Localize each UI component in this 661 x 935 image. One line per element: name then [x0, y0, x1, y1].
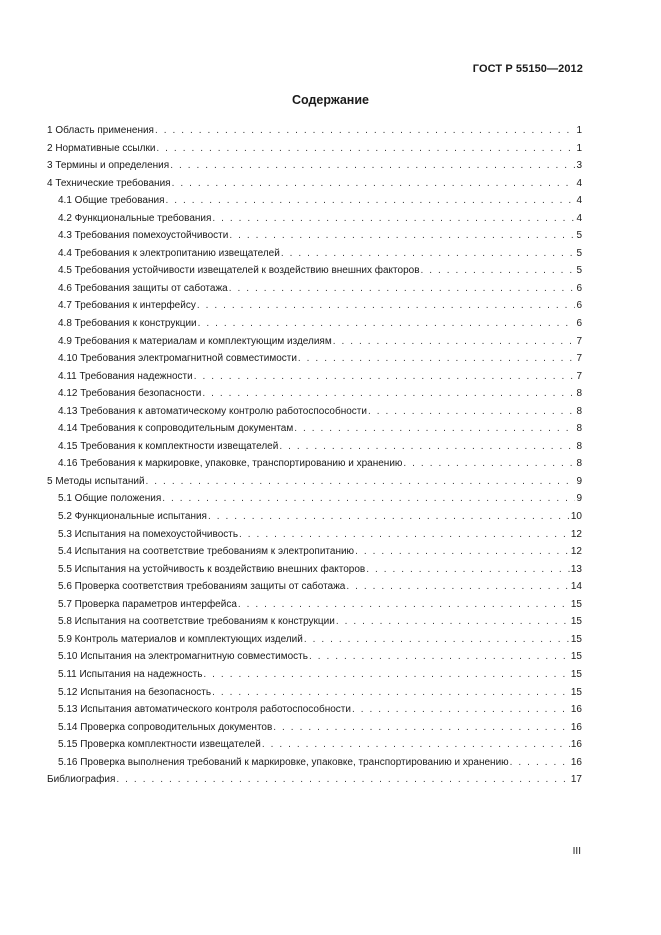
- toc-entry[interactable]: [47, 195, 582, 213]
- toc-leader-dots: [208, 511, 570, 522]
- toc-entry-page: 8: [576, 388, 582, 400]
- toc-entry[interactable]: [47, 722, 582, 740]
- toc-entry[interactable]: [47, 476, 582, 494]
- toc-leader-dots: [309, 651, 570, 662]
- toc-entry[interactable]: [47, 687, 582, 705]
- toc-entry[interactable]: [47, 599, 582, 617]
- toc-entry-label: 4.10 Требования электромагнитной совместимости: [58, 353, 297, 365]
- toc-leader-dots: [194, 371, 576, 382]
- toc-leader-dots: [279, 441, 575, 452]
- toc-leader-dots: [273, 722, 570, 733]
- toc-entry-page: 16: [570, 756, 582, 768]
- toc-leader-dots: [229, 230, 575, 241]
- toc-leader-dots: [166, 195, 576, 206]
- toc-entry[interactable]: [47, 388, 582, 406]
- toc-entry-page: 5: [576, 247, 582, 259]
- toc-entry-page: 13: [570, 563, 582, 575]
- toc-entry[interactable]: [47, 283, 582, 301]
- toc-entry-label: 3 Термины и определения: [47, 160, 170, 172]
- toc-entry[interactable]: [47, 248, 582, 266]
- toc-entry-page: 1: [576, 125, 582, 136]
- toc-entry-label: 4.13 Требования к автоматическому контролю работоспособности: [58, 405, 367, 417]
- toc-entry[interactable]: [47, 529, 582, 547]
- toc-entry[interactable]: [47, 318, 582, 336]
- toc-entry-label: 5.5 Испытания на устойчивость к воздействию внешних факторов: [58, 563, 366, 575]
- toc-title: Содержание: [291, 93, 369, 107]
- toc-entry-page: 4: [576, 177, 582, 189]
- toc-leader-dots: [510, 757, 570, 768]
- toc-leader-dots: [281, 248, 576, 259]
- toc-entry-label: Библиография: [47, 774, 116, 786]
- toc-entry-label: 5.14 Проверка сопроводительных документов: [58, 721, 273, 733]
- toc-entry-label: 4.14 Требования к сопроводительным документам: [58, 423, 294, 435]
- page-number: III: [572, 846, 581, 857]
- toc-entry-page: 6: [576, 300, 582, 312]
- toc-entry-page: 15: [570, 651, 582, 663]
- toc-entry-label: 4.16 Требования к маркировке, упаковке, транспортированию и хранению: [58, 458, 403, 470]
- toc-entry[interactable]: [47, 178, 582, 196]
- toc-entry[interactable]: [47, 704, 582, 722]
- toc-entry-page: 8: [576, 423, 582, 435]
- toc-entry-label: 5.15 Проверка комплектности извещателей: [58, 739, 261, 751]
- toc-entry[interactable]: [47, 300, 582, 318]
- standard-code-header: ГОСТ Р 55150—2012: [472, 63, 583, 75]
- toc-leader-dots: [212, 687, 570, 698]
- toc-entry-page: 4: [576, 195, 582, 207]
- toc-entry-page: 12: [570, 528, 582, 540]
- toc-entry-label: 4.4 Требования к электропитанию извещателей: [58, 247, 280, 259]
- toc-entry-page: 14: [570, 581, 582, 593]
- toc-entry[interactable]: [47, 774, 582, 792]
- toc-entry-page: 6: [576, 282, 582, 294]
- toc-entry[interactable]: [47, 546, 582, 564]
- toc-entry[interactable]: [47, 511, 582, 529]
- toc-entry-page: 5: [576, 265, 582, 277]
- toc-leader-dots: [239, 529, 570, 540]
- toc-entry-page: 10: [570, 511, 582, 523]
- toc-entry-label: 5.12 Испытания на безопасность: [58, 686, 212, 698]
- toc-entry-label: 4.9 Требования к материалам и комплектующим изделиям: [58, 335, 332, 347]
- toc-leader-dots: [403, 458, 575, 469]
- toc-entry[interactable]: [47, 160, 582, 178]
- toc-entry-page: 15: [570, 633, 582, 645]
- toc-entry-page: 8: [576, 405, 582, 417]
- toc-entry-page: 16: [570, 704, 582, 716]
- toc-leader-dots: [238, 599, 570, 610]
- toc-entry-page: 15: [570, 616, 582, 628]
- toc-leader-dots: [172, 178, 576, 189]
- toc-entry-page: 15: [570, 598, 582, 610]
- toc-entry-page: 15: [570, 686, 582, 698]
- toc-entry-label: 5.16 Проверка выполнения требований к маркировке, упаковке, транспортированию и хранению: [58, 756, 509, 768]
- toc-entry-page: 16: [570, 721, 582, 733]
- toc-entry[interactable]: [47, 441, 582, 459]
- toc-leader-dots: [346, 581, 570, 592]
- toc-entry-page: 15: [570, 668, 582, 680]
- toc-leader-dots: [333, 336, 576, 347]
- toc-entry-label: 4.1 Общие требования: [58, 195, 165, 207]
- toc-leader-dots: [170, 160, 575, 171]
- toc-entry-page: 8: [576, 458, 582, 470]
- toc-entry[interactable]: [47, 125, 582, 143]
- toc-entry-page: 3: [576, 160, 582, 172]
- toc-entry-page: 5: [576, 230, 582, 242]
- toc-leader-dots: [229, 283, 576, 294]
- toc-entry-page: 7: [576, 335, 582, 347]
- toc-entry-page: 6: [576, 318, 582, 330]
- toc-entry[interactable]: [47, 564, 582, 582]
- toc-entry[interactable]: [47, 371, 582, 389]
- toc-entry[interactable]: [47, 669, 582, 687]
- toc-entry[interactable]: [47, 493, 582, 511]
- toc-entry[interactable]: [47, 458, 582, 476]
- toc-entry-label: 5.4 Испытания на соответствие требованиям к электропитанию: [58, 546, 355, 558]
- toc-entry-label: 4.15 Требования к комплектности извещателей: [58, 440, 279, 452]
- toc-entry-label: 4.6 Требования защиты от саботажа: [58, 282, 228, 294]
- toc-entry-label: 4.12 Требования безопасности: [58, 388, 202, 400]
- toc-entry[interactable]: [47, 423, 582, 441]
- toc-leader-dots: [212, 213, 575, 224]
- toc-entry[interactable]: [47, 406, 582, 424]
- toc-leader-dots: [156, 143, 575, 154]
- toc-entry-label: 5.6 Проверка соответствия требованиям защиты от саботажа: [58, 581, 346, 593]
- toc-leader-dots: [352, 704, 570, 715]
- toc-entry-label: 5.10 Испытания на электромагнитную совместимость: [58, 651, 308, 663]
- toc-entry-page: 17: [570, 774, 582, 786]
- toc-entry-label: 5.13 Испытания автоматического контроля работоспособности: [58, 704, 351, 716]
- toc-entry[interactable]: [47, 634, 582, 652]
- toc-entry-page: 16: [570, 739, 582, 751]
- toc-leader-dots: [421, 265, 576, 276]
- toc-entry[interactable]: [47, 739, 582, 757]
- toc-entry[interactable]: [47, 213, 582, 231]
- toc-entry-page: 7: [576, 353, 582, 365]
- toc-leader-dots: [368, 406, 575, 417]
- toc-entry-label: 4 Технические требования: [47, 177, 171, 189]
- toc-entry-label: 5.8 Испытания на соответствие требованиям к конструкции: [58, 616, 335, 628]
- toc-entry-label: 4.3 Требования помехоустойчивости: [58, 230, 229, 242]
- toc-leader-dots: [146, 476, 576, 487]
- toc-entry[interactable]: [47, 757, 582, 775]
- toc-leader-dots: [262, 739, 570, 750]
- toc-entry-page: 7: [576, 370, 582, 382]
- toc-entry[interactable]: [47, 353, 582, 371]
- toc-entry-page: 1: [576, 142, 582, 154]
- toc-entry-page: 12: [570, 546, 582, 558]
- toc-entry-label: 5.3 Испытания на помехоустойчивость: [58, 528, 239, 540]
- toc-entry-label: 5.2 Функциональные испытания: [58, 511, 207, 523]
- toc-leader-dots: [197, 300, 576, 311]
- toc-entry[interactable]: [47, 616, 582, 634]
- table-of-contents: [47, 125, 582, 792]
- toc-leader-dots: [366, 564, 570, 575]
- toc-entry-label: 5.7 Проверка параметров интерфейса: [58, 598, 237, 610]
- toc-entry-label: 4.7 Требования к интерфейсу: [58, 300, 196, 312]
- toc-entry-page: 9: [576, 493, 582, 505]
- toc-entry-page: 8: [576, 440, 582, 452]
- toc-entry-label: 1 Область применения: [47, 125, 154, 136]
- toc-entry[interactable]: [47, 230, 582, 248]
- toc-leader-dots: [304, 634, 570, 645]
- toc-entry-label: 2 Нормативные ссылки: [47, 142, 156, 154]
- toc-leader-dots: [155, 125, 575, 136]
- toc-entry-label: 4.11 Требования надежности: [58, 370, 193, 382]
- toc-entry[interactable]: [47, 265, 582, 283]
- toc-leader-dots: [298, 353, 576, 364]
- toc-leader-dots: [202, 388, 575, 399]
- toc-entry-label: 5 Методы испытаний: [47, 475, 145, 487]
- toc-entry[interactable]: [47, 651, 582, 669]
- toc-entry-label: 5.9 Контроль материалов и комплектующих изделий: [58, 633, 303, 645]
- toc-entry[interactable]: [47, 336, 582, 354]
- toc-leader-dots: [203, 669, 569, 680]
- toc-leader-dots: [162, 493, 575, 504]
- toc-leader-dots: [336, 616, 570, 627]
- toc-entry[interactable]: [47, 581, 582, 599]
- toc-leader-dots: [294, 423, 575, 434]
- toc-entry[interactable]: [47, 143, 582, 161]
- toc-entry-label: 5.1 Общие положения: [58, 493, 162, 505]
- toc-entry-page: 4: [576, 212, 582, 224]
- toc-entry-page: 9: [576, 475, 582, 487]
- toc-leader-dots: [355, 546, 570, 557]
- toc-entry-label: 4.8 Требования к конструкции: [58, 318, 197, 330]
- toc-leader-dots: [198, 318, 576, 329]
- toc-entry-label: 4.5 Требования устойчивости извещателей к воздействию внешних факторов: [58, 265, 420, 277]
- toc-entry-label: 4.2 Функциональные требования: [58, 212, 212, 224]
- toc-leader-dots: [116, 774, 569, 785]
- toc-entry-label: 5.11 Испытания на надежность: [58, 668, 203, 680]
